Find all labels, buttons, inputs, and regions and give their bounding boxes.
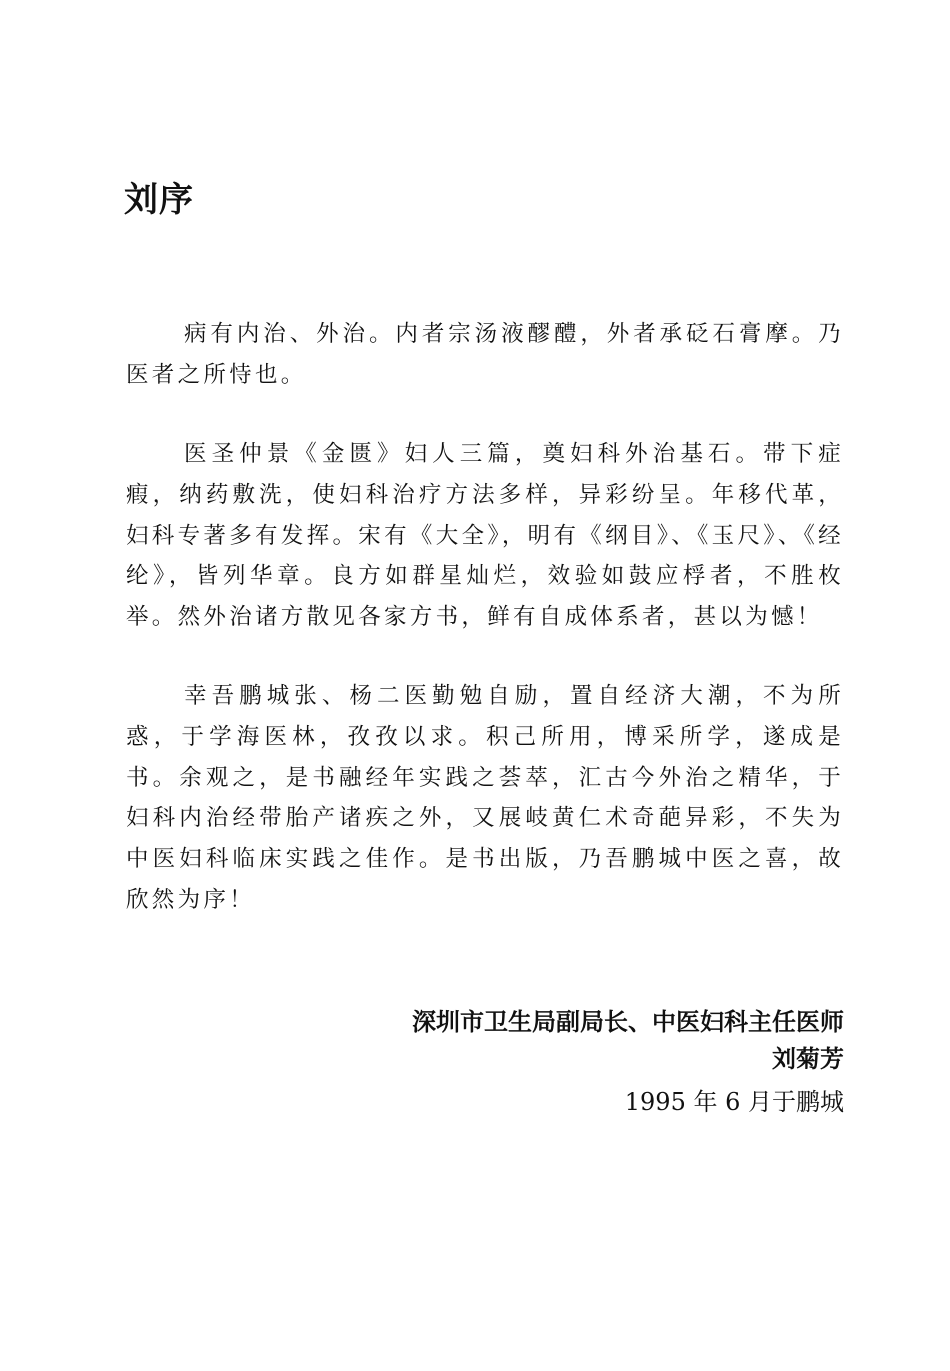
preface-title: 刘序 [124, 180, 194, 220]
paragraph-1: 病有内治、外治。内者宗汤液醪醴，外者承砭石膏摩。乃医者之所恃也。 [126, 321, 844, 388]
paragraph-3: 幸吾鹏城张、杨二医勤勉自励，置自经济大潮，不为所惑，于学海医林，孜孜以求。积己所用，博采所学，遂成是书。余观之，是书融经年实践之荟萃，汇古今外治之精华，于妇科内治经带胎产诸疾之外，又展岐黄仁术奇葩异彩，不失为中医妇科临床实践之佳作。是书出版，乃吾鹏城中医之喜，故欣然为序！ [126, 683, 844, 913]
author-title: 深圳市卫生局副局长、中医妇科主任医师 [412, 1008, 844, 1036]
signature-date: 1995 年 6 月于鹏城 [624, 1088, 844, 1116]
paragraph-2: 医圣仲景《金匮》妇人三篇，奠妇科外治基石。带下症瘕，纳药敷洗，使妇科治疗方法多样，异彩纷呈。年移代革，妇科专著多有发挥。宋有《大全》，明有《纲目》、《玉尺》、《经纶》，皆列华章。良方如群星灿烂，效验如鼓应桴者，不胜枚举。然外治诸方散见各家方书，鲜有自成体系者，甚以为憾！ [126, 441, 844, 631]
author-name: 刘菊芳 [772, 1045, 844, 1073]
